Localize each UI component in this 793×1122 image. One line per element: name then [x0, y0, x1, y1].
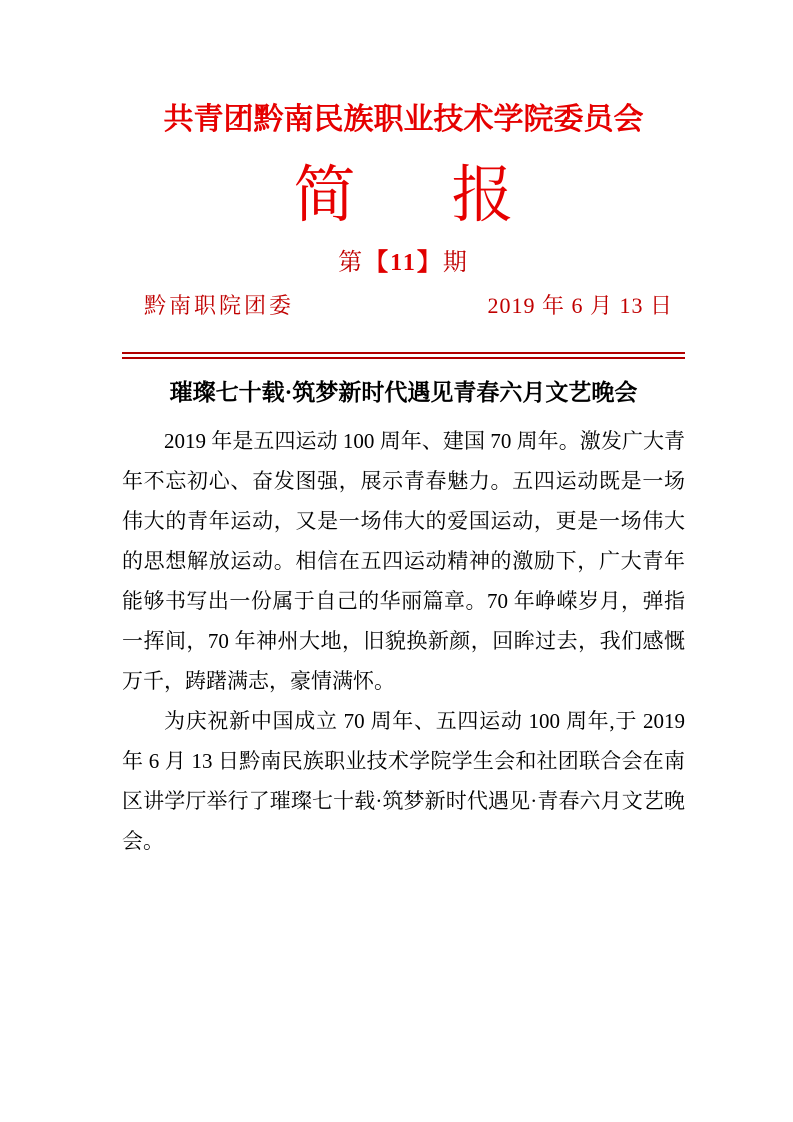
- issue-line: [122, 248, 685, 278]
- issue-number: 【11】: [364, 250, 443, 276]
- organization-title: 共青团黔南民族职业技术学院委员会: [163, 103, 644, 136]
- article-paragraph-1: 2019 年是五四运动 100 周年、建国 70 周年。激发广大青年不忘初心、奋发图强，展示青春魅力。五四运动既是一场伟大的青年运动，又是一场伟大的爱国运动，更是一场伟大的思想解放运动。相信在五四运动精神的激励下，广大青年能够书写出一份属于自己的华丽篇章。70 年峥嵘岁月，弹指一挥间，70 年神州大地，旧貌换新颜，回眸过去，我们感慨万千，踌躇满志，豪情满怀。: [122, 429, 685, 693]
- issue-prefix: 第: [338, 250, 365, 276]
- masthead-char-jian: 简: [293, 162, 356, 230]
- issue-suffix: 期: [442, 250, 469, 276]
- bulletin-header: [122, 100, 685, 359]
- red-double-rule: [122, 352, 685, 359]
- issuer-date-row: [122, 292, 685, 320]
- article-paragraph-2: 为庆祝新中国成立 70 周年、五四运动 100 周年,于 2019 年 6 月 13 日黔南民族职业技术学院学生会和社团联合会在南区讲学厅举行了璀璨七十载·筑梦新时代遇见·青春六月文艺晚会。: [122, 709, 685, 853]
- issuer-name: 黔南职院团委: [144, 293, 295, 318]
- article-title: 璀璨七十载·筑梦新时代遇见青春六月文艺晚会: [169, 380, 638, 405]
- masthead-char-bao: 报: [451, 162, 514, 230]
- bulletin-body: [122, 377, 685, 861]
- masthead-title: [122, 160, 685, 232]
- issue-date: 2019 年 6 月 13 日: [487, 293, 673, 318]
